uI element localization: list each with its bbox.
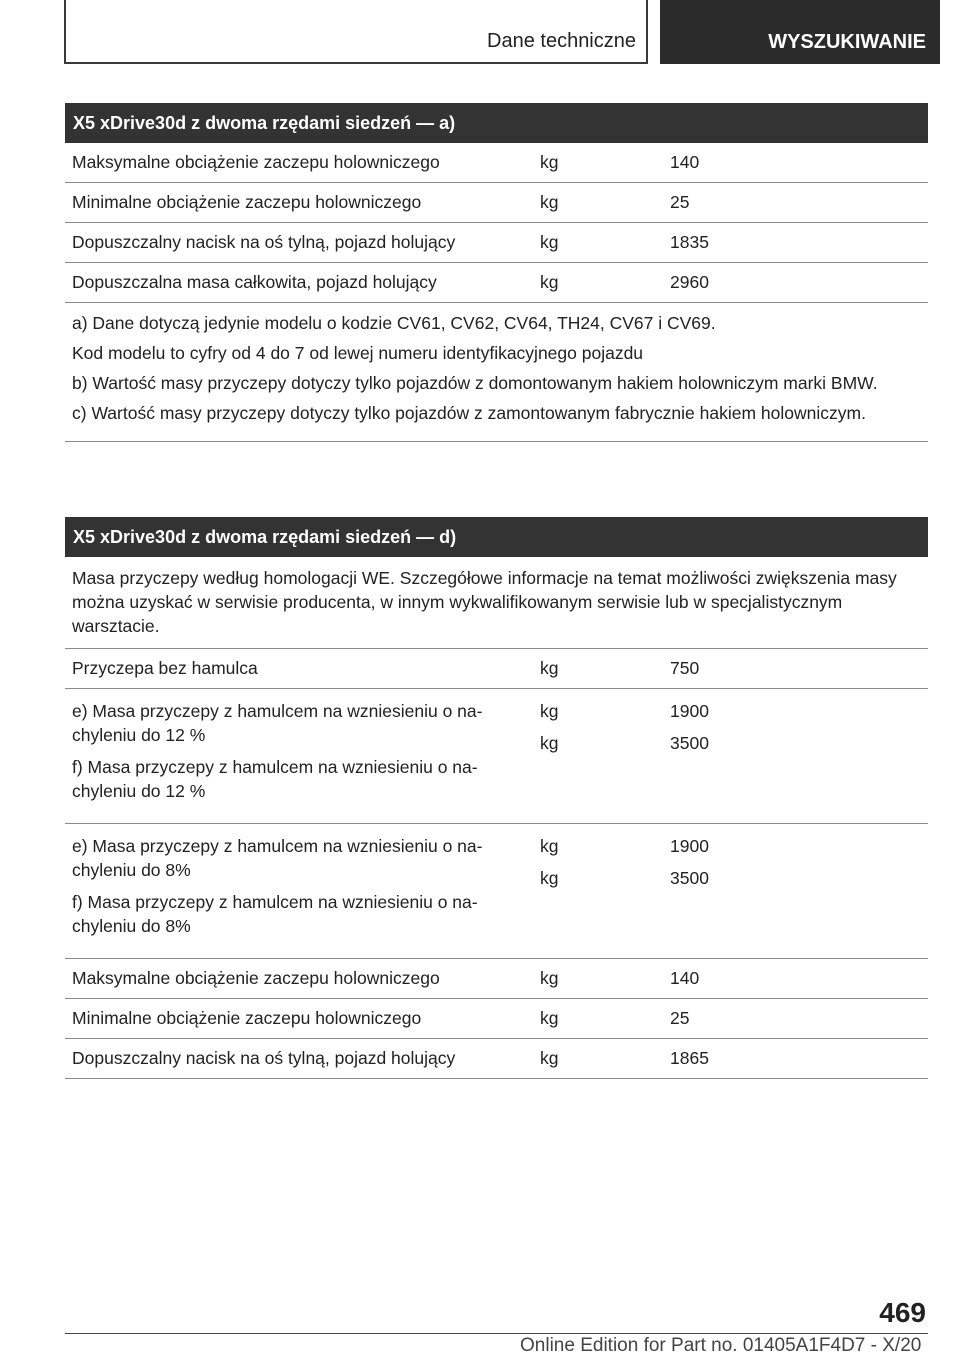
row-value-e: 1900 xyxy=(670,836,709,856)
row-label: Maksymalne obciążenie zaczepu holowniczego xyxy=(72,152,440,172)
row-value: 140 xyxy=(670,968,700,988)
row-unit-e: kg xyxy=(540,836,559,856)
row-values xyxy=(670,834,928,946)
row-units xyxy=(540,834,670,946)
row-unit: kg xyxy=(540,968,559,988)
table-row xyxy=(65,223,928,263)
page-number: 469 xyxy=(879,1297,926,1328)
table-row xyxy=(65,183,928,223)
row-label: Minimalne obciążenie zaczepu holowniczego xyxy=(72,1008,422,1028)
row-label: Minimalne obciążenie zaczepu holowniczego xyxy=(72,192,422,212)
section-title: X5 xDrive30d z dwoma rzędami siedzeń — a) xyxy=(65,103,928,143)
spec-table-section-2 xyxy=(65,517,928,1079)
row-label: Przyczepa bez hamulca xyxy=(72,658,258,678)
table-row xyxy=(65,263,928,303)
row-unit: kg xyxy=(540,192,559,212)
row-label: Maksymalne obciążenie zaczepu holowniczego xyxy=(72,968,440,988)
footnote-a: a) Dane dotyczą jedynie modelu o kodzie CV61, CV62, CV64, TH24, CV67 i CV69. xyxy=(72,313,716,333)
row-value-e: 1900 xyxy=(670,701,709,721)
table-row xyxy=(65,649,928,689)
row-unit: kg xyxy=(540,232,559,252)
row-value: 750 xyxy=(670,658,700,678)
row-values xyxy=(670,699,928,811)
table-row xyxy=(65,999,928,1039)
footnotes xyxy=(65,303,928,442)
row-unit: kg xyxy=(540,1008,559,1028)
header-section-title: Dane techniczne xyxy=(487,30,636,52)
footnote-model-code: Kod modelu to cyfry od 4 do 7 od lewej numeru identyfikacyjnego pojazdu xyxy=(72,343,644,363)
footnote-c: c) Wartość masy przyczepy dotyczy tylko pojazdów z zamontowanym fabrycznie hakiem holowniczym. xyxy=(72,403,866,423)
row-unit: kg xyxy=(540,272,559,292)
row-value: 25 xyxy=(670,1008,690,1028)
row-unit: kg xyxy=(540,658,559,678)
section-title: X5 xDrive30d z dwoma rzędami siedzeń — d) xyxy=(65,517,928,557)
row-value: 2960 xyxy=(670,272,709,292)
row-value-f: 3500 xyxy=(670,733,709,753)
row-label: Dopuszczalny nacisk na oś tylną, pojazd holujący xyxy=(72,1048,456,1068)
section-intro: Masa przyczepy według homologacji WE. Szczegółowe informacje na temat możliwości zwiększenia masy można uzyskać w serwisie producenta, w innym wykwalifikowanym serwisie lub w specjalistycznym warsztacie. xyxy=(65,557,928,649)
table-row xyxy=(65,1039,928,1079)
row-value-f: 3500 xyxy=(670,868,709,888)
row-unit: kg xyxy=(540,152,559,172)
table-row xyxy=(65,143,928,183)
row-label: Dopuszczalny nacisk na oś tylną, pojazd holujący xyxy=(72,232,456,252)
spec-table-section-1 xyxy=(65,103,928,442)
table-row xyxy=(65,689,928,824)
row-label-f: f) Masa przyczepy z hamulcem na wzniesieniu o nachyleniu do 12 % xyxy=(72,757,478,801)
row-label: Dopuszczalna masa całkowita, pojazd holujący xyxy=(72,272,437,292)
footer-divider xyxy=(65,1333,928,1334)
row-unit-f: kg xyxy=(540,868,559,888)
row-labels xyxy=(65,699,540,811)
row-labels xyxy=(65,834,540,946)
row-value: 1865 xyxy=(670,1048,709,1068)
row-unit-f: kg xyxy=(540,733,559,753)
row-value: 140 xyxy=(670,152,700,172)
search-tab[interactable]: WYSZUKIWANIE xyxy=(660,0,940,64)
table-row xyxy=(65,824,928,959)
footnote-b: b) Wartość masy przyczepy dotyczy tylko pojazdów z domontowanym hakiem holowniczym marki BMW. xyxy=(72,373,878,393)
page-header xyxy=(0,0,960,66)
row-unit: kg xyxy=(540,1048,559,1068)
row-units xyxy=(540,699,670,811)
row-value: 25 xyxy=(670,192,690,212)
row-label-f: f) Masa przyczepy z hamulcem na wzniesieniu o nachyleniu do 8% xyxy=(72,892,478,936)
row-unit-e: kg xyxy=(540,701,559,721)
row-label-e: e) Masa przyczepy z hamulcem na wzniesieniu o nachyleniu do 12 % xyxy=(72,701,483,745)
edition-note: Online Edition for Part no. 01405A1F4D7 - X/20 xyxy=(520,1335,922,1356)
row-label-e: e) Masa przyczepy z hamulcem na wzniesieniu o nachyleniu do 8% xyxy=(72,836,483,880)
table-row xyxy=(65,959,928,999)
row-value: 1835 xyxy=(670,232,709,252)
